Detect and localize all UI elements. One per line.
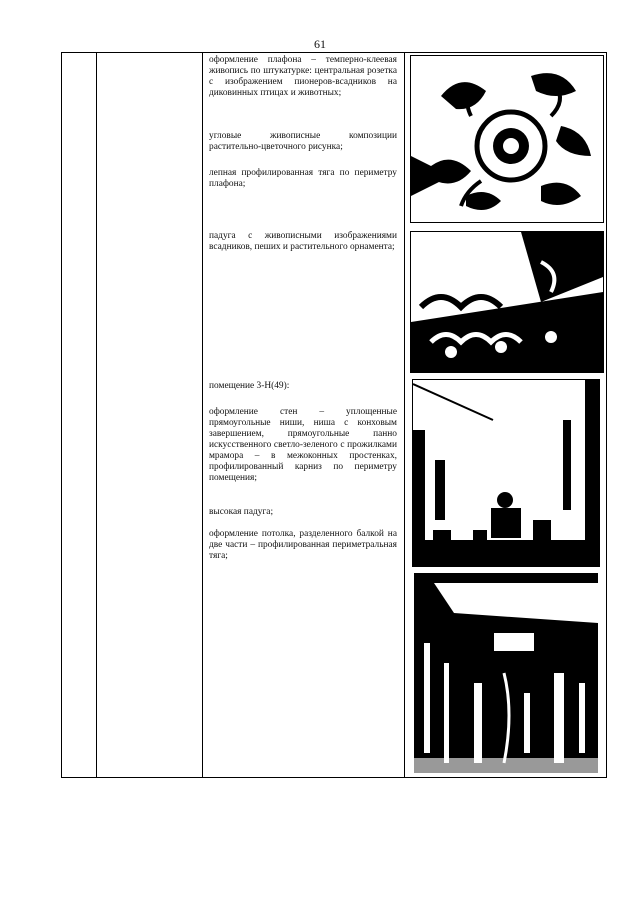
paragraph: высокая падуга; xyxy=(209,507,274,517)
paragraph: оформление потолка, разделенного балкой на две части – профилированная периметральная тяга; xyxy=(209,529,397,561)
frieze-ornament-photo xyxy=(410,231,604,373)
ceiling-rosette-photo xyxy=(410,55,604,223)
column-divider xyxy=(404,53,405,777)
paragraph: падуга с живописными изображениями всадников, пеших и растительного орнамента; xyxy=(209,231,397,252)
paragraph: оформление стен – уплощенные прямоугольные ниши, ниша с конховым завершением, прямоугольные панно искусственного светло-зеленого с прожилками мрамора – в межоконных простенках, профилированный карниз по периметру помещения; xyxy=(209,407,397,483)
paragraph: оформление плафона – темперно-клеевая живопись по штукатурке: центральная розетка с изображением пионеров-всадников на диковинных птицах и животных; xyxy=(209,55,397,98)
paragraph: угловые живописные композиции растительно-цветочного рисунка; xyxy=(209,131,397,152)
page-number: 61 xyxy=(314,37,326,51)
room-interior-photo xyxy=(412,379,600,567)
room-columns-photo xyxy=(414,573,598,773)
monument-table xyxy=(61,52,607,778)
column-divider xyxy=(202,53,203,777)
paragraph: лепная профилированная тяга по периметру плафона; xyxy=(209,168,397,189)
paragraph: помещение 3-Н(49): xyxy=(209,381,290,391)
column-divider xyxy=(96,53,97,777)
